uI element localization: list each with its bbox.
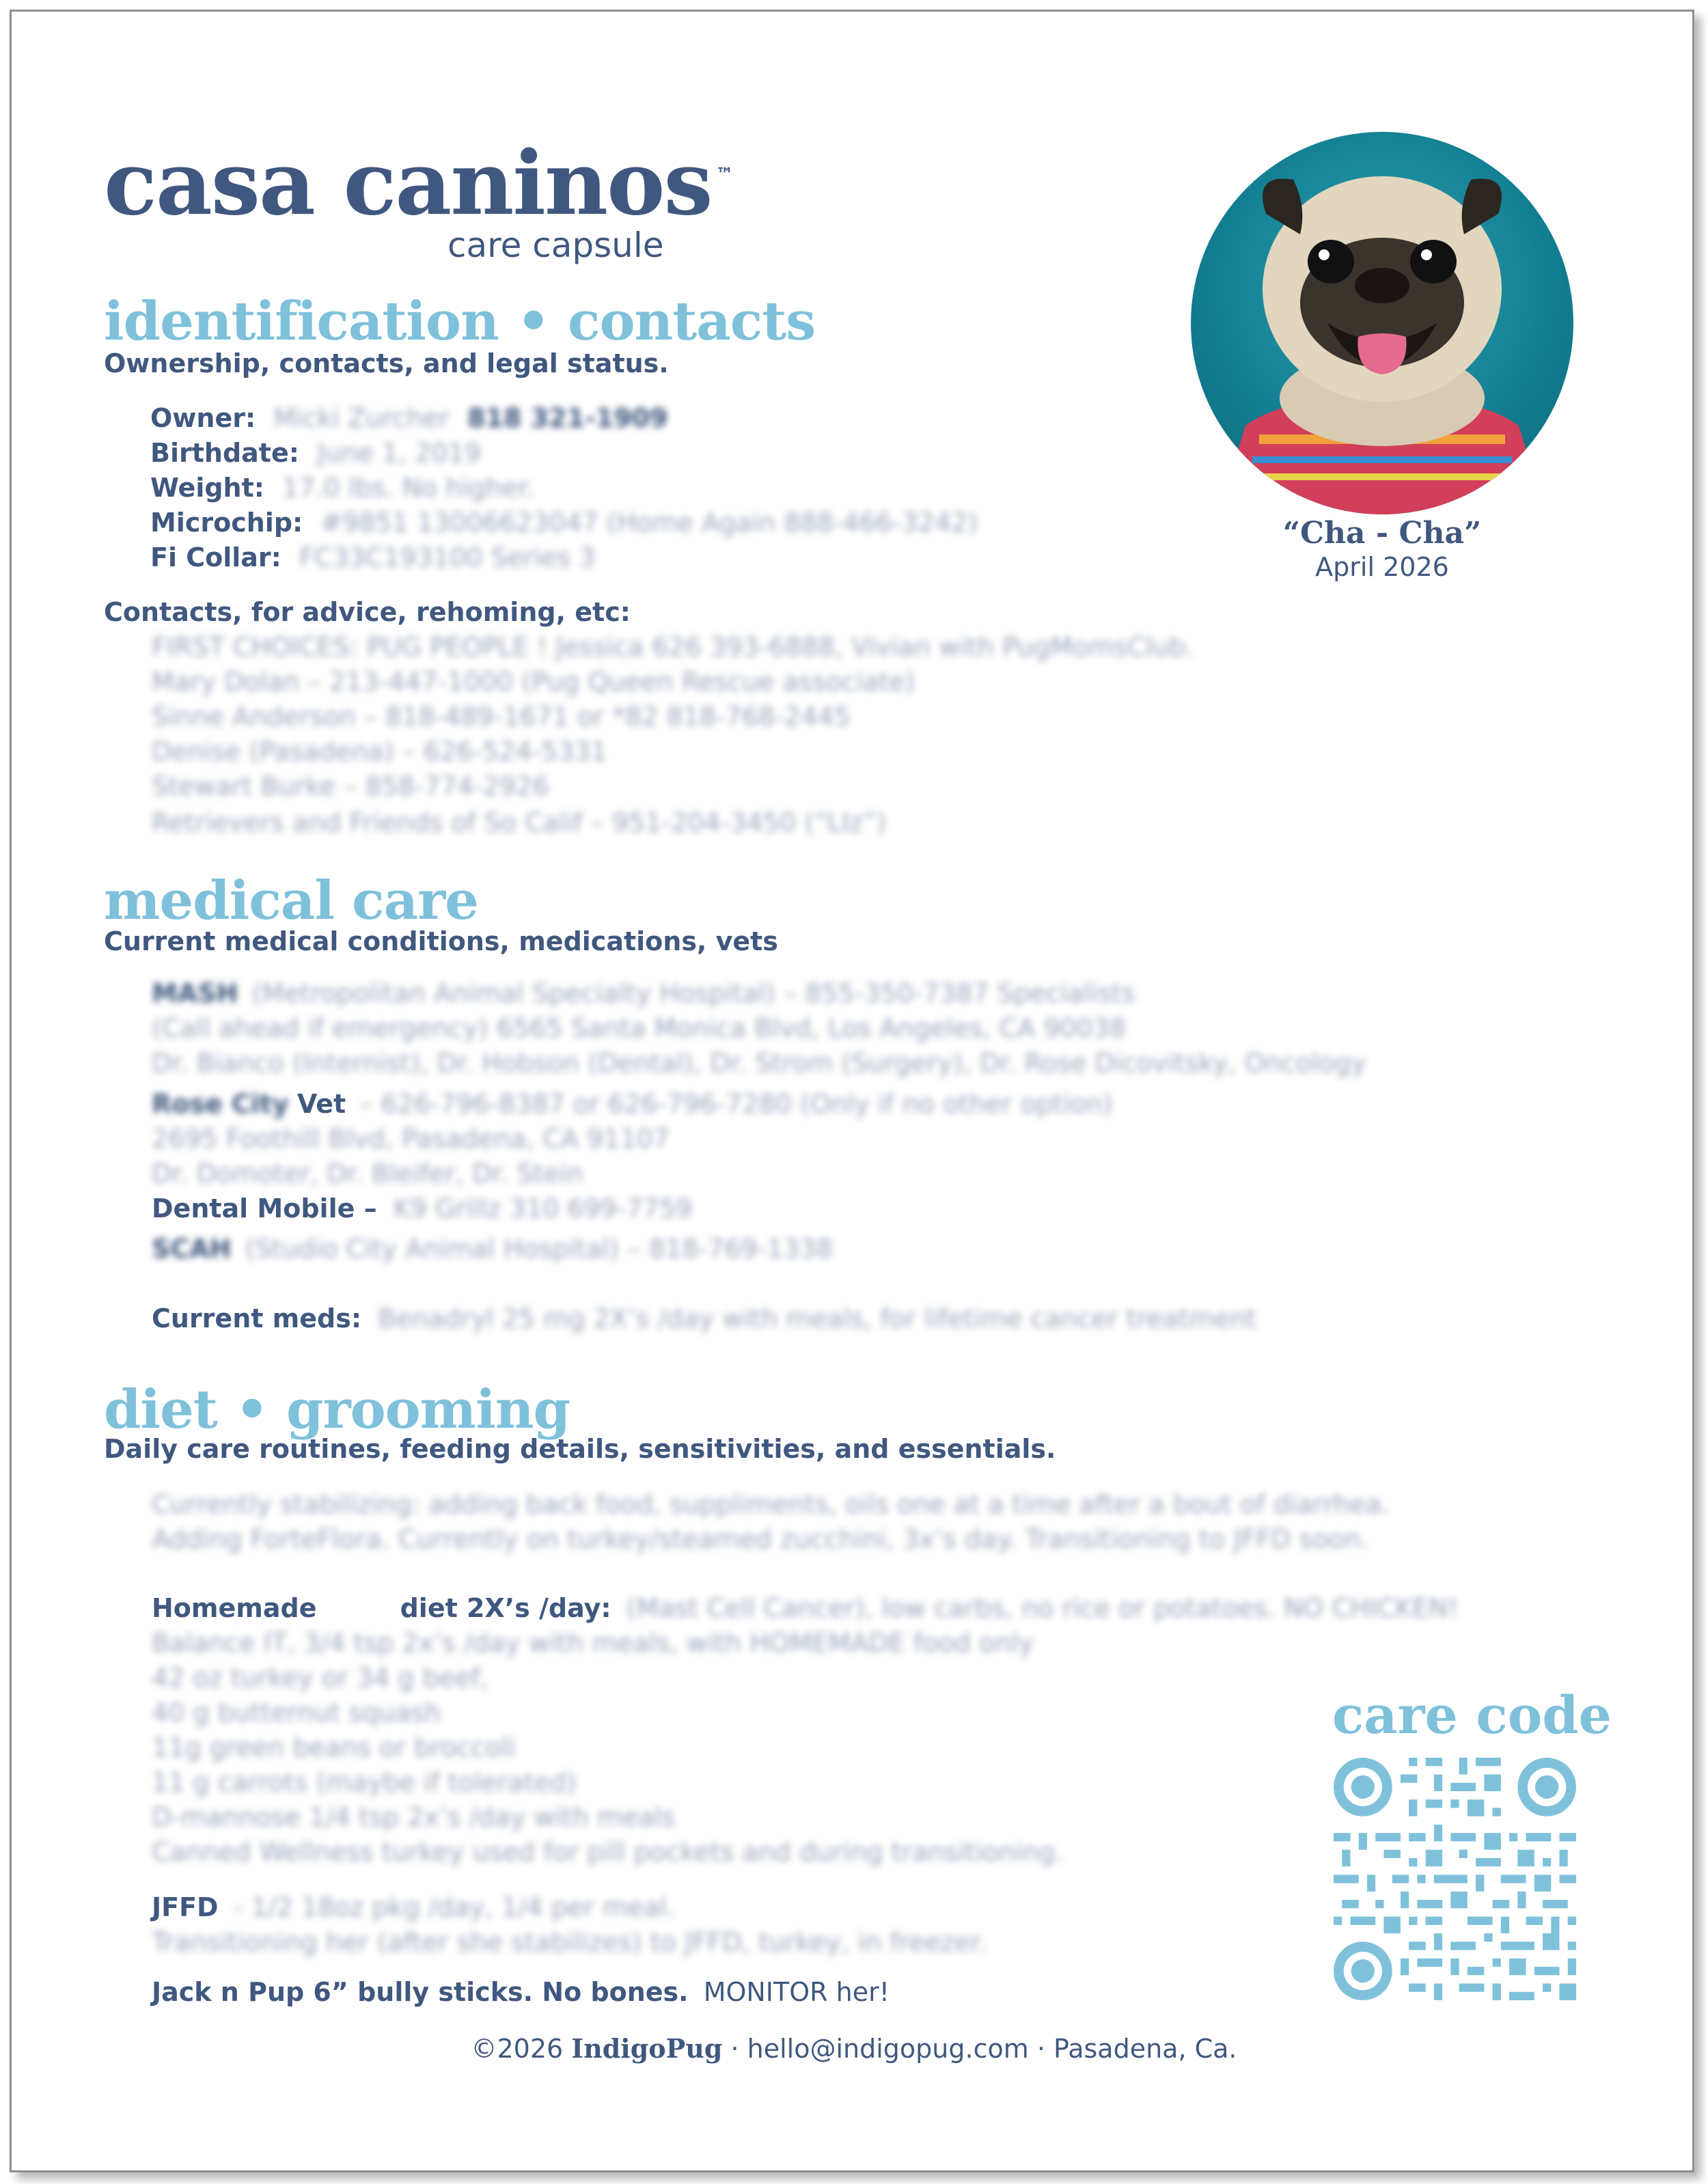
contact-item: Sinne Anderson – 818-489-1671 or *82 818-768-2445 [152, 702, 851, 732]
scah-row [152, 1234, 833, 1265]
ficollar-value: FC33C193100 Series 3 [299, 542, 596, 572]
contacts-heading: Contacts, for advice, rehoming, etc: [104, 597, 631, 627]
contact-item: FIRST CHOICES: PUG PEOPLE ! Jessica 626 393-6888, Vivian with PugMomsClub. [152, 632, 1194, 662]
diet-note: Adding ForteFlora. Currently on turkey/steamed zucchini, 3x’s day. Transitioning to JFFD soon. [152, 1524, 1370, 1554]
birthdate-value: June 1, 2019 [317, 438, 481, 468]
microchip-row [150, 508, 978, 539]
rose-city-line1: – 626-796-8387 or 626-796-7280 (Only if no other option) [359, 1089, 1113, 1119]
dental-row [152, 1193, 692, 1225]
section-title-diet: diet • grooming [104, 1379, 570, 1441]
section-subtitle-medical: Current medical conditions, medications, vets [104, 926, 778, 956]
mash-row [152, 978, 1135, 1010]
diet-item: D-mannose 1/4 tsp 2x’s /day with meals [152, 1802, 676, 1832]
jffd-value: - 1/2 18oz pkg /day, 1/4 per meal. [233, 1892, 676, 1922]
homemade-row [152, 1593, 1459, 1625]
birthdate-label: Birthdate: [150, 438, 299, 468]
homemade-value: (Mast Cell Cancer), low carbs, no rice or potatoes. NO CHICKEN! [626, 1593, 1459, 1623]
footer-copyright: ©2026 [471, 2034, 564, 2064]
current-meds-value: Benadryl 25 mg 2X’s /day with meals, for lifetime cancer treatment [378, 1303, 1257, 1333]
weight-label: Weight: [150, 473, 264, 503]
current-meds-label: Current meds: [152, 1303, 362, 1333]
section-title-identification: identification • contacts [104, 290, 816, 353]
current-meds-row [152, 1303, 1256, 1335]
owner-row [150, 403, 668, 434]
brand-subtitle: care capsule [447, 225, 664, 265]
jack-end: MONITOR her! [695, 1977, 890, 2007]
section-subtitle-diet: Daily care routines, feeding details, sensitivities, and essentials. [104, 1434, 1056, 1464]
contact-item: Denise (Pasadena) – 626-524-5331 [152, 736, 607, 766]
homemade-label: Homemade [152, 1593, 317, 1623]
mash-line2: (Call ahead if emergency) 6565 Santa Monica Blvd, Los Angeles, CA 90038 [152, 1013, 1127, 1043]
ficollar-label: Fi Collar: [150, 542, 281, 572]
diet-item: 11g green beans or broccoli [152, 1732, 516, 1763]
rose-city-row [152, 1089, 1113, 1120]
contact-item: Stewart Burke – 858-774-2926 [152, 771, 549, 801]
footer [0, 2033, 1708, 2064]
pug-dog-photo [1191, 132, 1573, 514]
pet-date: April 2026 [1315, 552, 1449, 582]
pet-name: “Cha - Cha” [1282, 516, 1482, 551]
mash-name: MASH [152, 978, 238, 1008]
jffd-row [152, 1892, 675, 1924]
diet-item: 42 oz turkey or 34 g beef, [152, 1663, 488, 1693]
diet-item: Balance IT, 3/4 tsp 2x’s /day with meals, with HOMEMADE food only [152, 1628, 1034, 1658]
jack-label: Jack n Pup 6” bully sticks [152, 1977, 523, 2007]
footer-email-link[interactable]: hello@indigopug.com [747, 2034, 1029, 2064]
jffd-line2: Transitioning her (after she stabilizes) to JFFD, turkey, in freezer. [152, 1927, 987, 1957]
contact-item: Mary Dolan – 213-447-1000 (Pug Queen Rescue associate) [152, 667, 915, 697]
dental-value: K9 Grillz 310 699-7759 [393, 1193, 693, 1224]
rose-city-line2: 2695 Foothill Blvd, Pasadena, CA 91107 [152, 1124, 670, 1154]
jack-mid: . No bones. [523, 1977, 689, 2007]
care-code-title: care code [1332, 1685, 1612, 1745]
brand-title: casa caninos ™ [104, 133, 732, 235]
birthdate-row [150, 438, 481, 469]
footer-separator: · [1028, 2034, 1053, 2064]
rose-city-name: Rose City [152, 1089, 289, 1119]
contact-item: Retrievers and Friends of So Calif – 951-204-3450 (“LIz”) [152, 807, 887, 838]
jffd-label: JFFD [152, 1892, 219, 1922]
footer-company: IndigoPug [571, 2033, 723, 2064]
section-title-medical: medical care [104, 870, 478, 932]
diet-item: 40 g butternut squash [152, 1698, 441, 1728]
dental-label: Dental Mobile – [152, 1193, 377, 1224]
diet-item: 11 g carrots (maybe if tolerated) [152, 1767, 577, 1797]
rose-city-line3: Dr. Domoter, Dr. Bleifer, Dr. Stein [152, 1159, 583, 1189]
weight-row [150, 473, 535, 504]
footer-location: Pasadena, Ca. [1053, 2034, 1237, 2064]
microchip-label: Microchip: [150, 508, 303, 538]
footer-separator: · [722, 2034, 747, 2064]
scah-name: SCAH [152, 1234, 232, 1264]
weight-value: 17.0 lbs. No higher. [282, 473, 535, 503]
section-subtitle-identification: Ownership, contacts, and legal status. [104, 348, 669, 378]
mash-line3: Dr. Bianco (Internist), Dr. Hobson (Dental), Dr. Strom (Surgery), Dr. Rose Dicovitsky, Oncology [152, 1048, 1367, 1078]
jack-row [152, 1977, 890, 2008]
scah-value: (Studio City Animal Hospital) – 818-769-1338 [245, 1234, 833, 1264]
diet-note: Currently stabilizing: adding back food, suppliments, oils one at a time after a bout of diarrhea. [152, 1489, 1390, 1519]
owner-label: Owner: [150, 403, 256, 433]
homemade-label2: diet 2X’s /day: [400, 1593, 611, 1623]
ficollar-row [150, 542, 595, 574]
mash-line1: (Metropolitan Animal Specialty Hospital) – 855-350-7387 Specialists [251, 978, 1135, 1008]
owner-value: Micki Zurcher [273, 403, 450, 433]
owner-phone: 818 321-1909 [467, 403, 668, 433]
microchip-value: #9851 13006623047 (Home Again 888-466-3242) [320, 508, 978, 538]
diet-item: Canned Wellness turkey used for pill pockets and during transitioning. [152, 1837, 1064, 1867]
rose-city-suffix: Vet [297, 1089, 346, 1119]
qr-code-icon[interactable] [1334, 1758, 1576, 2000]
